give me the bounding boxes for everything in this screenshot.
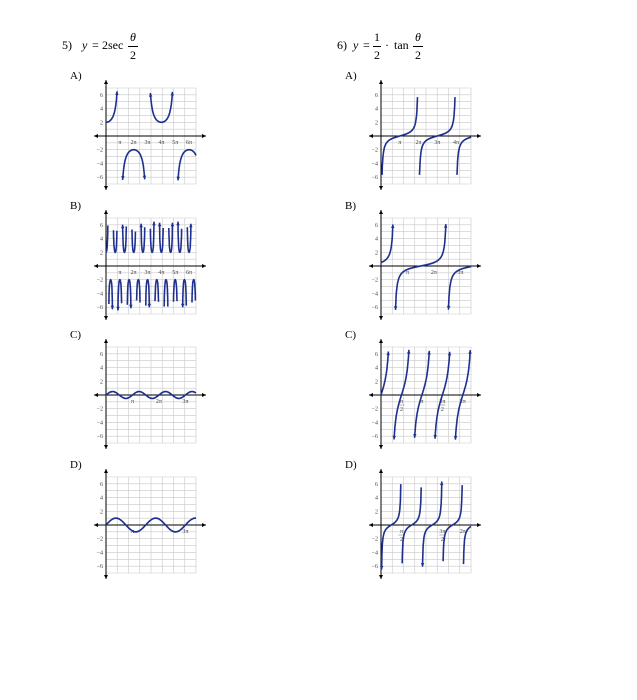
x-axis-arrow (477, 523, 481, 527)
equation-coef: 2sec (102, 38, 124, 52)
curve-arrowhead (152, 222, 155, 226)
question-5-heading (62, 30, 162, 68)
y-axis-arrow (104, 210, 108, 214)
x-tick-label-den: 2 (440, 537, 444, 543)
y-tick-label: −6 (371, 434, 378, 441)
q5-option-d-graph[interactable] (92, 469, 212, 581)
y-axis-arrow-down (379, 445, 383, 449)
x-tick-label: 6π (186, 270, 193, 276)
q5-option-b-graph[interactable] (92, 210, 212, 322)
q6-option-c-graph[interactable] (367, 339, 487, 451)
x-tick-label: π (399, 399, 403, 405)
x-axis-arrow (477, 134, 481, 138)
curve-arrowhead (393, 436, 396, 440)
x-tick-label: 3π (182, 529, 189, 535)
x-tick-label: π (405, 270, 409, 276)
equation-func: tan (394, 38, 409, 52)
curve-arrowhead (447, 306, 450, 310)
x-tick-label: 3π (434, 140, 441, 146)
question-number: 5) (62, 38, 72, 52)
y-tick-label: 6 (100, 351, 103, 358)
curve-segment (106, 91, 117, 122)
x-tick-label: 2π (459, 399, 466, 405)
y-axis-arrow (379, 80, 383, 84)
curve-arrowhead (433, 435, 436, 439)
x-tick-label: π (130, 529, 134, 535)
curve-segment (381, 224, 393, 262)
x-tick-label: 4π (452, 140, 460, 146)
x-tick-label: 2π (130, 140, 137, 146)
curve-segment (123, 150, 145, 180)
y-tick-label: 2 (375, 120, 378, 127)
x-tick-label: 3π (144, 270, 151, 276)
curve-arrowhead (158, 223, 161, 227)
y-tick-label: 6 (375, 481, 378, 488)
y-tick-label: 4 (375, 236, 378, 243)
equation-equals: = (92, 38, 99, 52)
x-axis-arrow (477, 264, 481, 268)
x-tick-label: 2π (459, 529, 466, 535)
y-axis-arrow-down (104, 575, 108, 579)
curve-segment (150, 92, 172, 123)
q5-option-a-graph[interactable] (92, 80, 212, 192)
curve-segment (381, 352, 388, 396)
fraction-bar (128, 46, 138, 47)
x-axis-arrow (202, 134, 206, 138)
fraction-bar (373, 46, 381, 47)
y-axis-arrow (379, 339, 383, 343)
y-tick-label: 4 (100, 495, 103, 502)
curve-arrowhead (440, 481, 443, 485)
q5-option-c-graph[interactable] (92, 339, 212, 451)
y-tick-label: −6 (96, 564, 103, 571)
y-tick-label: −2 (371, 277, 378, 284)
y-axis-arrow (379, 210, 383, 214)
y-tick-label: −2 (371, 406, 378, 413)
y-tick-label: −4 (371, 161, 378, 168)
curve-arrowhead (394, 306, 397, 310)
x-tick-label: 3π (144, 140, 151, 146)
y-tick-label: −6 (371, 305, 378, 312)
curve-segment (423, 482, 442, 567)
y-tick-label: 6 (100, 222, 103, 229)
q5-option-b-label[interactable]: B) (70, 200, 81, 212)
equation-fraction (128, 30, 138, 63)
y-tick-label: −4 (96, 291, 103, 298)
y-tick-label: 4 (100, 106, 103, 113)
x-axis-arrow (202, 393, 206, 397)
x-axis-arrow-left (369, 134, 373, 138)
x-tick-label: 6π (186, 140, 193, 146)
q5-option-a-label[interactable]: A) (70, 70, 82, 82)
curve-arrowhead (454, 436, 457, 440)
x-tick-label: 2π (415, 140, 422, 146)
fraction-numerator: θ (415, 30, 421, 44)
y-tick-label: −2 (371, 147, 378, 154)
curve-segment (169, 223, 173, 253)
equation-lhs: y (353, 38, 359, 52)
x-tick-label-den: 2 (399, 537, 403, 543)
y-tick-label: 2 (100, 250, 103, 257)
y-tick-label: −6 (96, 305, 103, 312)
curve-arrowhead (177, 177, 180, 181)
x-tick-label: 3π (439, 399, 446, 405)
y-axis-arrow (104, 80, 108, 84)
curve-segment (109, 280, 113, 310)
x-axis-arrow-left (94, 393, 98, 397)
curve-segment (132, 230, 135, 253)
curve-arrowhead (111, 306, 114, 310)
curve-segment (118, 280, 122, 311)
x-tick-label: 3π (182, 399, 189, 405)
y-tick-label: −6 (371, 175, 378, 182)
curve-segment (178, 150, 196, 181)
equation-dot: · (385, 38, 389, 52)
y-tick-label: −6 (96, 175, 103, 182)
curve-arrowhead (386, 352, 389, 356)
x-tick-label: 4π (158, 140, 165, 146)
y-tick-label: 2 (375, 250, 378, 257)
fraction-bar (413, 46, 423, 47)
y-tick-label: 4 (375, 365, 378, 372)
curve-segment (164, 280, 168, 307)
y-tick-label: 2 (375, 509, 378, 516)
x-tick-label: π (130, 399, 134, 405)
y-tick-label: −4 (371, 420, 378, 427)
curve-arrowhead (143, 176, 146, 180)
q6-option-b-graph[interactable] (367, 210, 487, 322)
curve-arrowhead (427, 351, 430, 355)
x-tick-label: 5π (172, 140, 179, 146)
x-tick-label: 2π (130, 270, 137, 276)
curve-segment (415, 351, 430, 438)
y-tick-label: −4 (96, 550, 103, 557)
y-tick-label: 4 (100, 236, 103, 243)
fraction-denominator: 2 (130, 48, 136, 62)
y-tick-label: −2 (96, 406, 103, 413)
x-tick-label: π (420, 399, 424, 405)
x-tick-label: 3π (439, 529, 446, 535)
curve-segment (137, 280, 140, 303)
x-tick-label: 5π (172, 270, 179, 276)
curve-arrowhead (116, 307, 119, 311)
fraction-numerator: θ (130, 30, 136, 44)
x-tick-label: π (399, 529, 403, 535)
curve-segment (187, 224, 191, 253)
y-axis-arrow (104, 469, 108, 473)
y-tick-label: −6 (371, 564, 378, 571)
y-axis-arrow-down (379, 316, 383, 320)
y-axis-arrow-down (379, 575, 383, 579)
y-axis-arrow-down (104, 445, 108, 449)
y-tick-label: −4 (96, 161, 103, 168)
y-tick-label: −2 (96, 147, 103, 154)
coef-fraction (373, 30, 381, 63)
x-axis-arrow (477, 393, 481, 397)
x-axis-arrow-left (369, 523, 373, 527)
x-tick-label: 3π (457, 270, 464, 276)
y-tick-label: −2 (96, 536, 103, 543)
y-tick-label: 4 (375, 495, 378, 502)
curve-segment (396, 224, 446, 310)
equation-equals: = (363, 38, 370, 52)
curve-segment (155, 280, 159, 302)
curve-segment (114, 230, 117, 252)
y-tick-label: 6 (100, 481, 103, 488)
curve-segment (192, 280, 195, 303)
x-tick-label: π (118, 140, 122, 146)
x-axis-arrow-left (94, 264, 98, 268)
fraction-denominator: 2 (415, 48, 421, 62)
y-tick-label: −2 (96, 277, 103, 284)
curve-segment (160, 223, 164, 253)
y-axis-arrow-down (379, 186, 383, 190)
x-tick-label-den: 2 (440, 407, 444, 413)
equation-lhs: y (82, 38, 88, 52)
q6-option-d-graph[interactable] (367, 469, 487, 581)
q6-option-a-label[interactable]: A) (345, 70, 357, 82)
x-axis-arrow (202, 264, 206, 268)
y-tick-label: −4 (96, 420, 103, 427)
x-tick-label: 4π (158, 270, 165, 276)
curve-arrowhead (129, 305, 132, 309)
x-axis-arrow-left (94, 134, 98, 138)
curve-arrowhead (407, 350, 410, 354)
curve-arrowhead (176, 222, 179, 226)
q5-option-c-label[interactable]: C) (70, 329, 81, 341)
curve-arrowhead (115, 91, 118, 95)
y-tick-label: 6 (100, 92, 103, 99)
y-tick-label: −4 (371, 291, 378, 298)
x-tick-label-den: 2 (399, 407, 403, 413)
curve-arrowhead (380, 566, 383, 570)
y-tick-label: 6 (375, 222, 378, 229)
question-number: 6) (337, 38, 347, 52)
curve-segment (382, 484, 401, 569)
y-tick-label: 2 (100, 509, 103, 516)
curve-arrowhead (121, 176, 124, 180)
q6-option-d-label[interactable]: D) (345, 459, 357, 471)
curve-segment (141, 224, 145, 253)
y-axis-arrow-down (104, 186, 108, 190)
q6-option-a-graph[interactable] (367, 80, 487, 192)
x-tick-label: 2π (430, 270, 437, 276)
y-tick-label: 4 (100, 365, 103, 372)
x-axis-arrow (202, 523, 206, 527)
y-tick-label: 6 (375, 92, 378, 99)
y-tick-label: 4 (375, 106, 378, 113)
curve-arrowhead (189, 224, 192, 228)
y-tick-label: 2 (100, 379, 103, 386)
x-axis-arrow-left (94, 523, 98, 527)
y-tick-label: −2 (371, 536, 378, 543)
y-tick-label: 2 (375, 379, 378, 386)
coef-denominator: 2 (374, 48, 380, 62)
x-axis-arrow-left (369, 393, 373, 397)
q5-option-d-label[interactable]: D) (70, 459, 82, 471)
curve-segment (178, 222, 182, 253)
x-tick-label: 2π (155, 399, 162, 405)
y-axis-arrow (104, 339, 108, 343)
y-tick-label: −6 (96, 434, 103, 441)
x-tick-label: π (118, 270, 122, 276)
coef-numerator: 1 (374, 30, 380, 44)
y-axis-arrow-down (104, 316, 108, 320)
y-tick-label: 6 (375, 351, 378, 358)
q6-option-c-label[interactable]: C) (345, 329, 356, 341)
curve-segment (174, 280, 178, 302)
x-tick-label: π (398, 140, 402, 146)
x-axis-arrow-left (369, 264, 373, 268)
y-tick-label: −4 (371, 550, 378, 557)
y-tick-label: 2 (100, 120, 103, 127)
curve-segment (127, 280, 131, 309)
q6-option-b-label[interactable]: B) (345, 200, 356, 212)
equation-fraction (413, 30, 423, 63)
question-6-heading (337, 30, 457, 68)
y-axis-arrow (379, 469, 383, 473)
